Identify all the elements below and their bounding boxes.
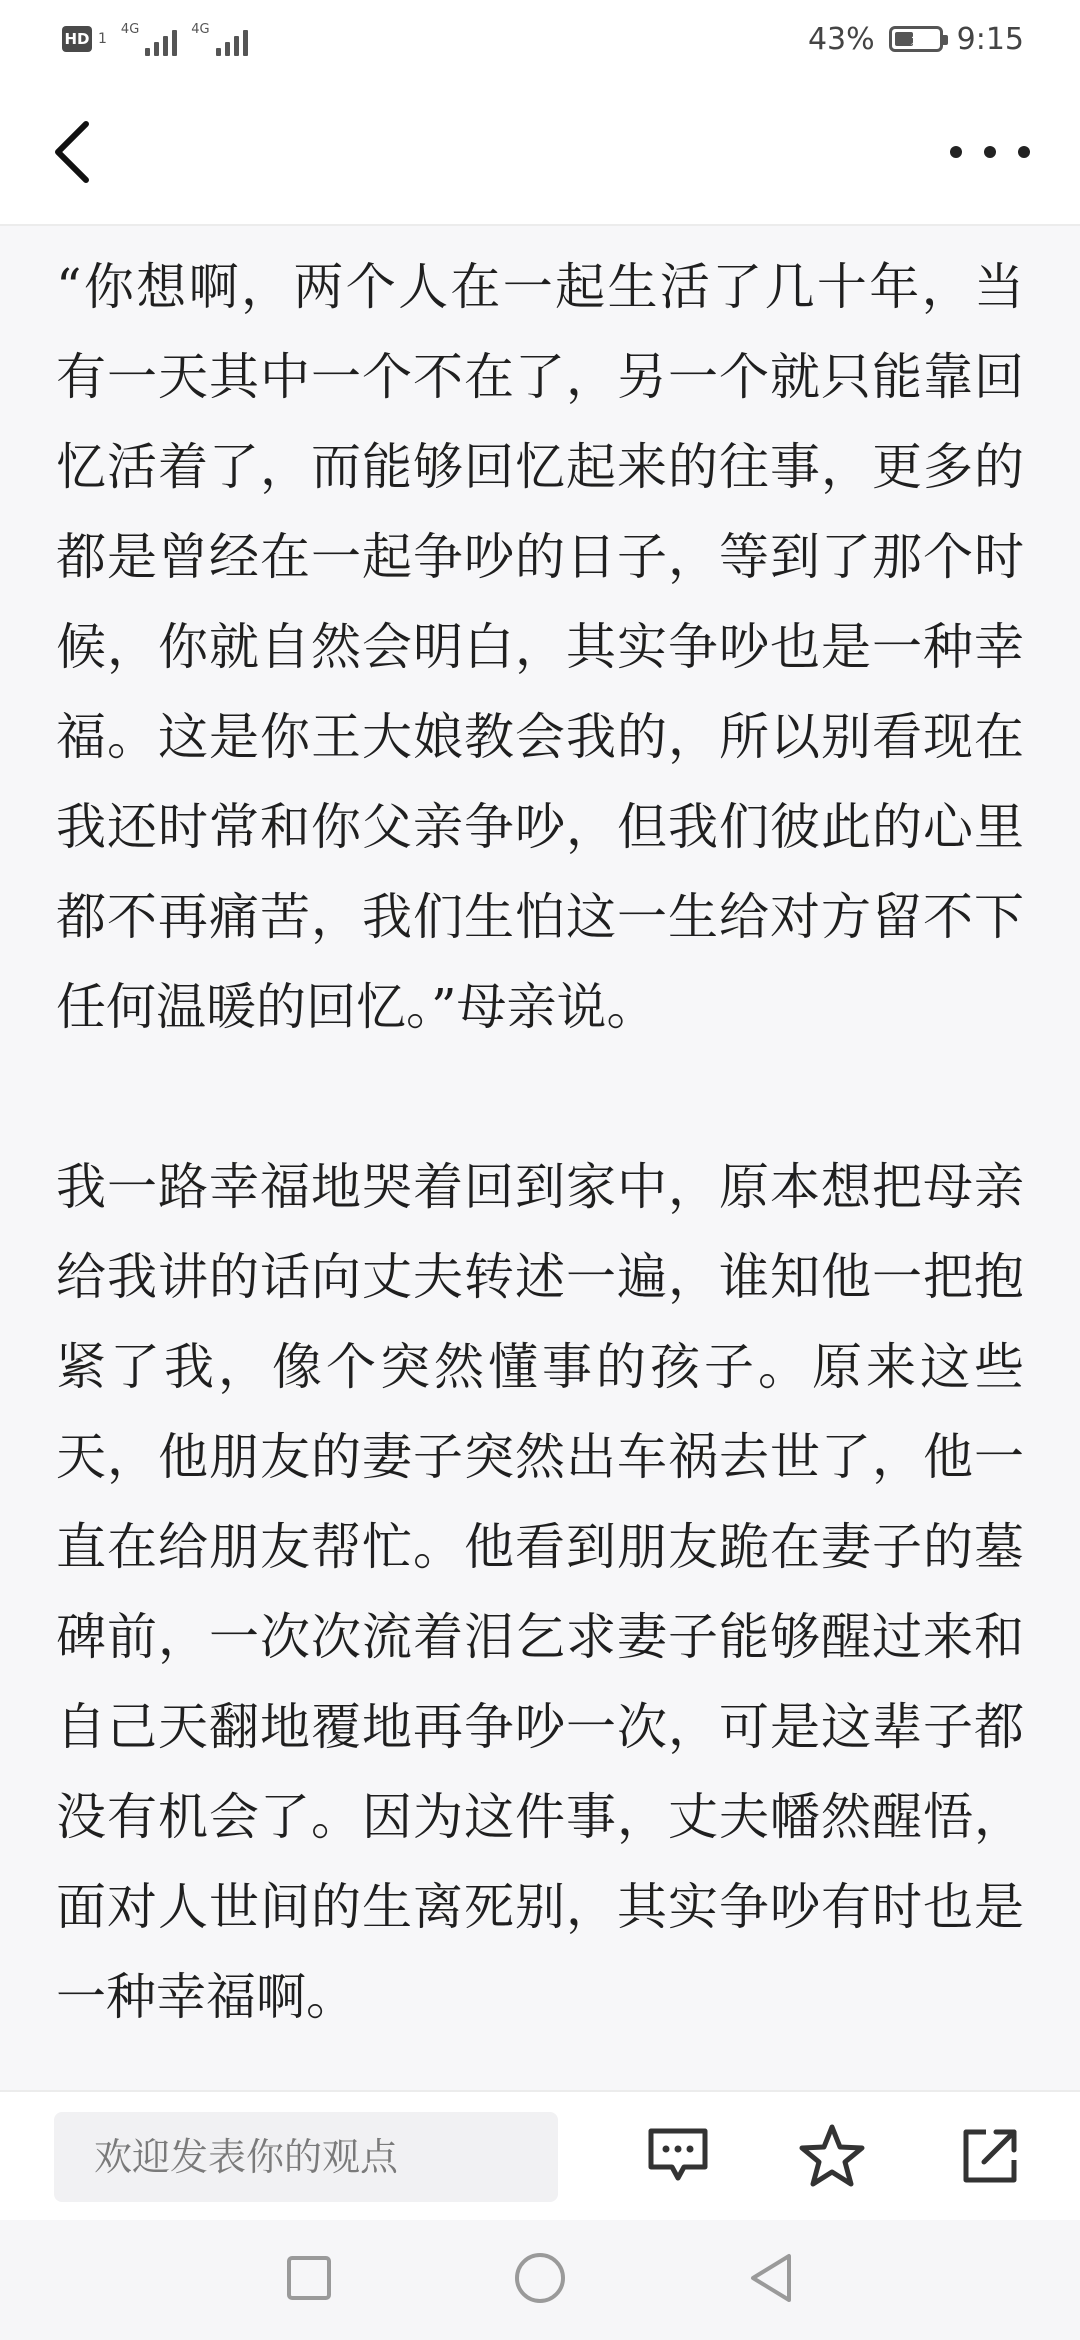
- recent-apps-icon: [285, 2254, 333, 2302]
- comment-icon: [646, 2126, 710, 2186]
- nav-back-button[interactable]: [747, 2252, 795, 2308]
- status-bar: [0, 0, 1080, 78]
- battery-icon: ⚡: [889, 26, 943, 52]
- back-button[interactable]: [52, 114, 122, 190]
- star-icon: [798, 2123, 866, 2189]
- comment-button[interactable]: [636, 2114, 720, 2198]
- comment-input[interactable]: [54, 2112, 558, 2202]
- share-button[interactable]: [948, 2114, 1032, 2198]
- sim-indicator: 1: [98, 31, 107, 47]
- more-horizontal-icon: [950, 146, 962, 158]
- hd-badge: HD: [62, 26, 92, 52]
- bottom-action-bar: [0, 2090, 1080, 2220]
- more-options-button[interactable]: [950, 122, 1030, 182]
- article-paragraph-2: 我一路幸福地哭着回到家中，原本想把母亲给我讲的话向丈夫转述一遍，谁知他一把抱紧了我，像个突然懂事的孩子。原来这些天，他朋友的妻子突然出车祸去世了，他一直在给朋友帮忙。他看到朋友跪在妻子的墓碑前，一次次流着泪乞求妻子能够醒过来和自己天翻地覆地再争吵一次，可是这辈子都没有机会了。因为这件事，丈夫幡然醒悟，面对人世间的生离死别，其实争吵有时也是一种幸福啊。: [56, 1158, 1024, 2026]
- network-type-2: 4G: [191, 22, 210, 37]
- home-button[interactable]: [513, 2251, 567, 2309]
- article-paragraph-1: “你想啊，两个人在一起生活了几十年，当有一天其中一个不在了，另一个就只能靠回忆活着了，而能够回忆起来的往事，更多的都是曾经在一起争吵的日子，等到了那个时候，你就自然会明白，其实争吵也是一种幸福。这是你王大娘教会我的，所以别看现在我还时常和你父亲争吵，但我们彼此的心里都不再痛苦，我们生怕这一生给对方留不下任何温暖的回忆。”母亲说。: [56, 258, 1024, 1036]
- chevron-left-icon: [52, 120, 92, 184]
- battery-percent: 43%: [807, 21, 875, 57]
- back-triangle-icon: [747, 2252, 795, 2304]
- top-bar: [0, 78, 1080, 226]
- status-left: [62, 22, 248, 56]
- recent-apps-button[interactable]: [285, 2254, 333, 2306]
- status-right: [808, 22, 1024, 57]
- home-icon: [513, 2251, 567, 2305]
- signal-icon-1: [121, 22, 177, 56]
- share-icon: [960, 2126, 1020, 2186]
- clock: 9:15: [956, 21, 1024, 57]
- article-body[interactable]: [0, 226, 1080, 2090]
- system-nav-bar: [0, 2220, 1080, 2340]
- favorite-button[interactable]: [790, 2114, 874, 2198]
- signal-icon-2: [191, 22, 247, 56]
- network-type-1: 4G: [120, 22, 140, 37]
